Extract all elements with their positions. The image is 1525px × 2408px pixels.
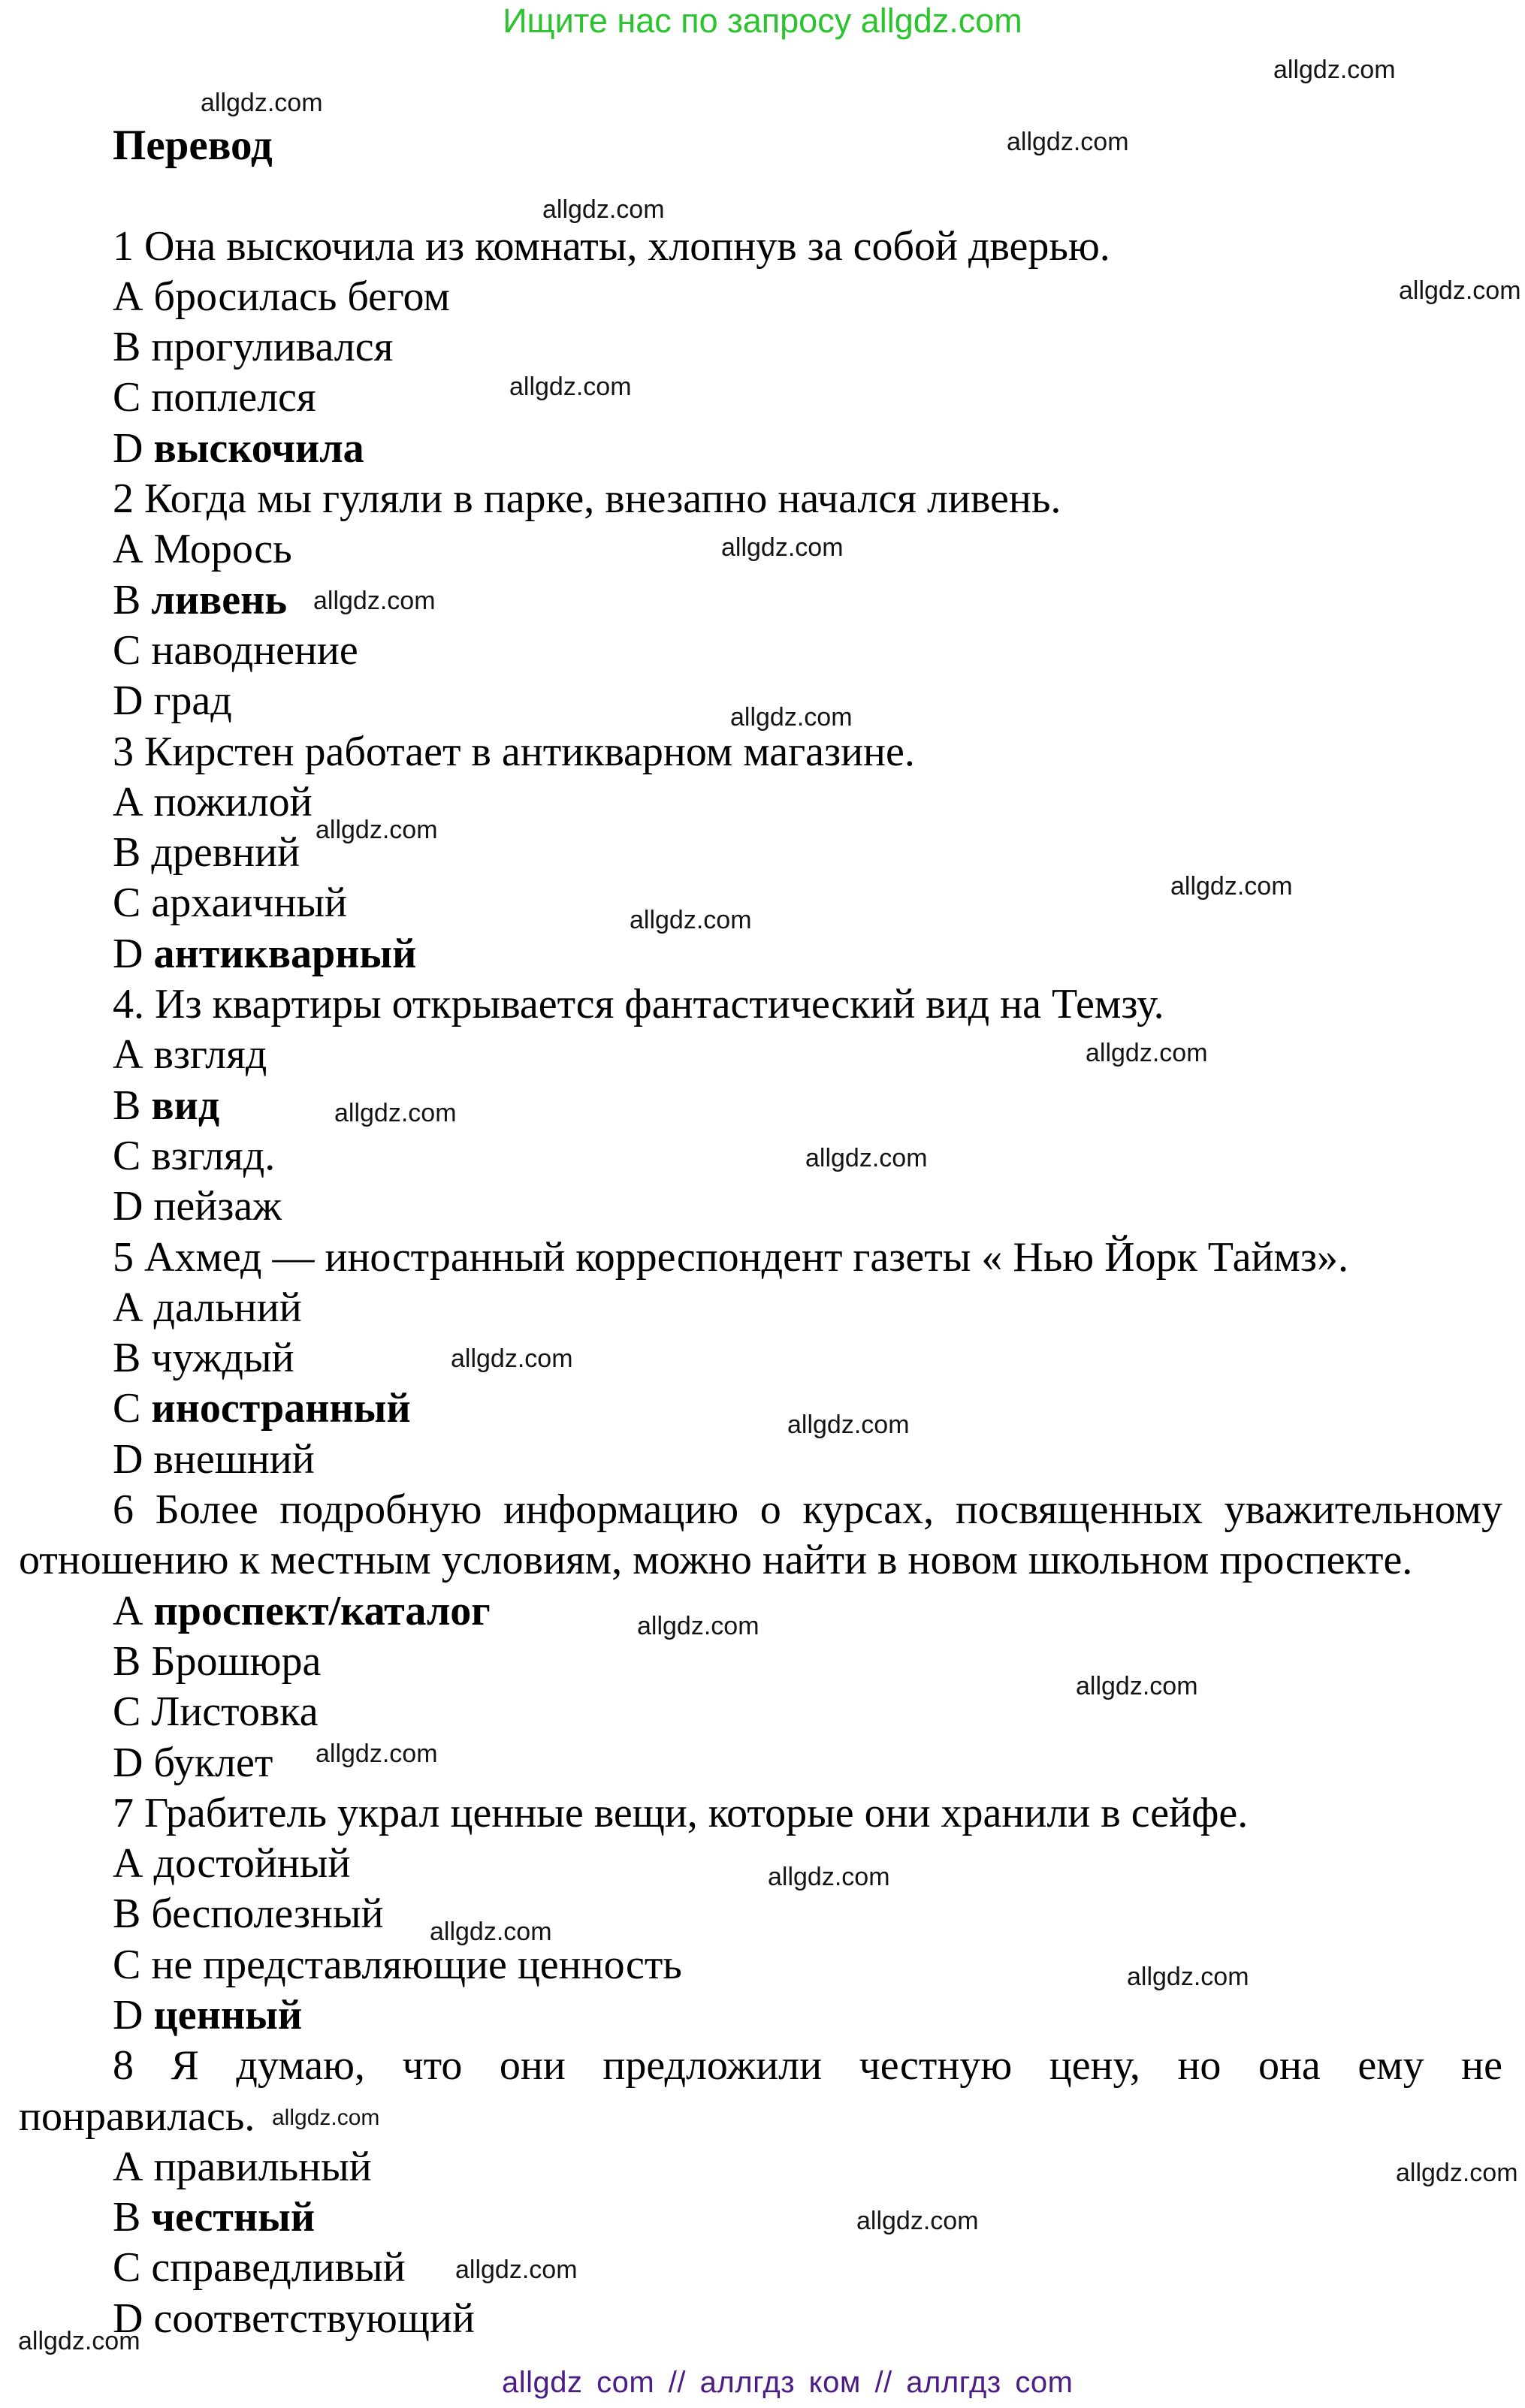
option-text: Листовка <box>151 1688 319 1736</box>
option-letter: А <box>113 1840 143 1887</box>
option-line <box>19 2294 1502 2344</box>
watermark: allgdz.com <box>18 2327 140 2355</box>
option-text: антикварный <box>153 930 417 977</box>
option-letter: А <box>113 273 143 320</box>
watermark: allgdz.com <box>1086 1039 1208 1067</box>
option-text: правильный <box>153 2143 372 2190</box>
watermark: allgdz.com <box>316 816 438 844</box>
option-text: архаичный <box>151 880 348 927</box>
watermark: allgdz.com <box>805 1144 928 1172</box>
option-line <box>19 1181 1502 1232</box>
option-line <box>19 1283 1502 1333</box>
option-letter: С <box>113 2244 141 2292</box>
watermark: allgdz.com <box>630 906 752 934</box>
option-letter: D <box>113 1435 143 1483</box>
watermark: allgdz.com <box>721 533 844 562</box>
watermark: allgdz.com <box>787 1411 910 1439</box>
watermark: allgdz.com <box>334 1099 457 1127</box>
question-text: 3 Кирстен работает в антикварном магазине. <box>113 728 915 775</box>
option-line <box>19 1131 1502 1181</box>
option-text: Брошюра <box>151 1637 322 1685</box>
question-text-continued: понравилась. <box>19 2093 255 2140</box>
question-text: 8 Я думаю, что они предложили честную цену, но она ему не <box>113 2042 1502 2090</box>
option-line <box>19 272 1502 322</box>
option-line <box>19 373 1502 423</box>
watermark: allgdz.com <box>455 2256 578 2284</box>
option-letter: В <box>113 1890 141 1938</box>
option-letter: С <box>113 1132 141 1179</box>
option-line <box>19 1586 1502 1640</box>
option-text: бесполезный <box>151 1890 384 1938</box>
option-letter: В <box>113 1335 141 1382</box>
option-line <box>19 1030 1502 1080</box>
question-text: 6 Более подробную информацию о курсах, посвященных уважительному <box>113 1486 1502 1534</box>
option-text: град <box>153 677 232 725</box>
option-line <box>19 1839 1502 1889</box>
option-text: взгляд. <box>151 1132 276 1179</box>
watermark: allgdz.com <box>730 703 853 732</box>
option-line <box>19 777 1502 828</box>
option-line <box>19 2192 1502 2243</box>
question-text: 5 Ахмед — иностранный корреспондент газеты « Нью Йорк Таймз». <box>113 1233 1348 1281</box>
question-text: 4. Из квартиры открывается фантастический вид на Темзу. <box>113 981 1164 1028</box>
watermark: allgdz.com <box>1007 128 1129 156</box>
option-line <box>19 626 1502 676</box>
option-line <box>19 2142 1502 2192</box>
option-text: Морось <box>153 526 292 573</box>
page-title: Перевод <box>113 122 273 169</box>
option-text: достойный <box>153 1840 351 1887</box>
watermark: allgdz.com <box>272 2105 380 2130</box>
option-letter: А <box>113 2143 143 2190</box>
option-letter: D <box>113 1183 143 1230</box>
option-letter: С <box>113 1385 141 1432</box>
option-letter: В <box>113 829 141 877</box>
option-line <box>19 575 1502 626</box>
option-text: внешний <box>153 1435 315 1483</box>
option-line <box>19 1384 1502 1434</box>
option-letter: А <box>113 778 143 825</box>
option-text: ценный <box>153 1991 303 2038</box>
option-text: пожилой <box>153 778 313 825</box>
option-text: древний <box>151 829 300 877</box>
option-text: проспект/каталог <box>153 1587 491 1634</box>
option-line <box>19 2243 1502 2293</box>
watermark: allgdz.com <box>509 373 632 401</box>
question-text: 1 Она выскочила из комнаты, хлопнув за собой дверью. <box>113 222 1110 270</box>
option-letter: С <box>113 626 141 674</box>
watermark: allgdz.com <box>768 1863 890 1891</box>
option-line <box>19 1889 1502 1939</box>
option-line <box>19 1940 1502 1990</box>
option-letter: D <box>113 677 143 725</box>
watermark: allgdz.com <box>451 1344 573 1373</box>
option-text: дальний <box>153 1284 302 1331</box>
option-letter: В <box>113 2194 141 2241</box>
watermark: allgdz.com <box>430 1918 552 1946</box>
option-text: вид <box>151 1082 220 1129</box>
footer-domains: allgdz com // аллгдз ком // аллгдз com <box>502 2366 1074 2399</box>
option-line <box>19 1081 1502 1131</box>
option-text: взгляд <box>153 1031 267 1079</box>
option-letter: А <box>113 1031 143 1079</box>
option-text: ливень <box>151 576 288 623</box>
option-letter: D <box>113 2295 143 2342</box>
option-letter: С <box>113 1688 141 1736</box>
option-letter: В <box>113 1637 141 1685</box>
watermark: allgdz.com <box>1273 56 1396 84</box>
watermark: allgdz.com <box>313 587 436 615</box>
option-letter: А <box>113 1284 143 1331</box>
option-letter: С <box>113 374 141 421</box>
option-text: наводнение <box>151 626 358 674</box>
document-body <box>19 120 1502 2344</box>
option-line <box>19 1333 1502 1384</box>
option-line <box>19 828 1502 878</box>
watermark: allgdz.com <box>542 195 665 224</box>
option-line <box>19 424 1502 474</box>
option-line <box>19 1687 1502 1737</box>
watermark: allgdz.com <box>201 89 323 117</box>
option-letter: D <box>113 1739 143 1786</box>
option-line <box>19 1435 1502 1485</box>
option-text: выскочила <box>153 424 364 472</box>
watermark: allgdz.com <box>1170 872 1293 901</box>
option-text: пейзаж <box>153 1183 282 1230</box>
watermark: allgdz.com <box>637 1612 759 1640</box>
watermark: allgdz.com <box>856 2207 979 2235</box>
search-hint-banner: Ищите нас по запросу allgdz.com <box>503 2 1022 40</box>
option-text: бросилась бегом <box>153 273 450 320</box>
watermark: allgdz.com <box>1127 1963 1249 1991</box>
option-letter: А <box>113 526 143 573</box>
option-letter: D <box>113 1991 143 2038</box>
option-line <box>19 1990 1502 2041</box>
option-text: чуждый <box>151 1335 294 1382</box>
option-text: прогуливался <box>151 324 394 371</box>
option-text: честный <box>151 2194 316 2241</box>
option-text: справедливый <box>151 2244 406 2292</box>
option-text: буклет <box>153 1739 273 1786</box>
option-letter: С <box>113 1941 141 1988</box>
option-line <box>19 1637 1502 1687</box>
option-line <box>19 1738 1502 1788</box>
option-letter: А <box>113 1587 143 1634</box>
option-text: иностранный <box>151 1385 411 1432</box>
option-letter: В <box>113 1082 141 1129</box>
watermark: allgdz.com <box>1399 276 1521 305</box>
option-letter: D <box>113 424 143 472</box>
watermark: allgdz.com <box>1396 2159 1518 2187</box>
watermark: allgdz.com <box>316 1740 438 1768</box>
title-gap <box>19 170 1502 224</box>
option-letter: В <box>113 576 141 623</box>
option-text: поплелся <box>151 374 316 421</box>
question-text-continued: отношению к местным условиям, можно найти в новом школьном проспекте. <box>19 1537 1413 1584</box>
option-text: не представляющие ценность <box>151 1941 682 1988</box>
option-line <box>19 929 1502 979</box>
question-text: 2 Когда мы гуляли в парке, внезапно начался ливень. <box>113 475 1061 523</box>
option-letter: D <box>113 930 143 977</box>
option-line <box>19 322 1502 373</box>
option-letter: В <box>113 324 141 371</box>
question-text: 7 Грабитель украл ценные вещи, которые они хранили в сейфе. <box>113 1789 1249 1836</box>
option-letter: С <box>113 880 141 927</box>
option-text: соответствующий <box>153 2295 475 2342</box>
watermark: allgdz.com <box>1076 1672 1198 1700</box>
